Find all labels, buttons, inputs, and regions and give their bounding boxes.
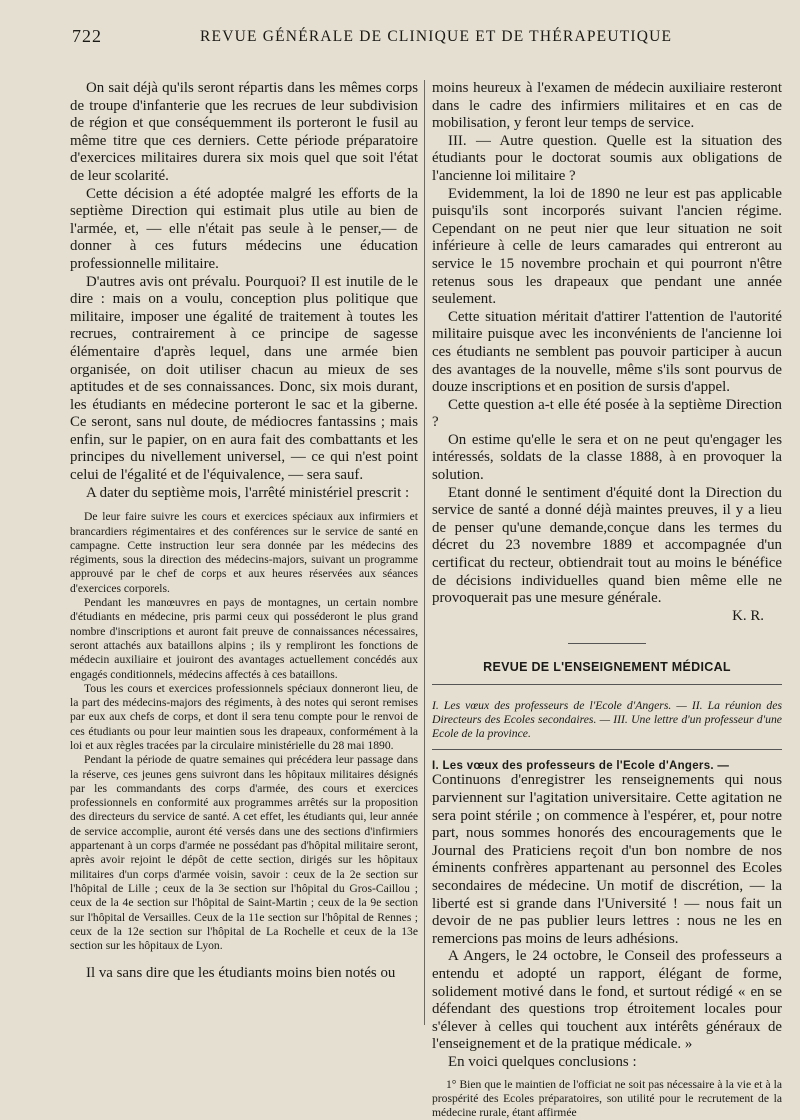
paragraph: Cette décision a été adoptée malgré les efforts de la septième Direction qui estimait plus utile au bien de l'armée, et, — elle n'était pas seule à le penser,— de donner à ces futurs médecins une éducation professionnelle militaire. (70, 186, 418, 274)
quoted-paragraph: Tous les cours et exercices professionnels spéciaux donneront lieu, de la part des médecins-majors des régiments, à des notes qui seront remises par eux aux chefs de corps, et dont il sera tenu compte pour le renvoi de ces étudiants ou pour leur maintien sous les drapeaux, conformément à la loi et aux règles tracées par la circulaire ministérielle du 28 mai 1890. (70, 682, 418, 753)
paragraph: Continuons d'enregistrer les renseignements qui nous parviennent sur l'agitation universitaire. Cette agitation ne sera point stérile ; on commence à l'espérer, et, pour notre part, nous sommes honorés des encouragements que le Journal des Praticiens reçoit d'un bon nombre de nos éminents confrères appartenant au personnel des Ecoles secondaires de médecine. Un motif de discrétion, — la liberté est si grande dans l'Université ! — nous fait un devoir de ne pas publier leurs lettres : nous ne les en remercions pas moins de leurs adhésions. (432, 772, 782, 948)
paragraph: D'autres avis ont prévalu. Pourquoi? Il est inutile de le dire : mais on a voulu, conception plus politique que militaire, imposer une égalité de traitement à toutes les recrues, contrairement à ce principe de sagesse élémentaire d'après lequel, dans une armée bien organisée, on doit utiliser chacun au mieux de ses aptitudes et de ses connaissances. Donc, six mois durant, les étudiants en médecine porteront le sac et la giberne. Ce seront, sans nul doute, de médiocres fantassins ; mais enfin, sur le papier, on en aura fait des combattants et les principes du nivellement universel, — ce qui n'est point celui de l'égalité et de l'équivalence, — sera sauf. (70, 274, 418, 485)
quoted-paragraph: 1° Bien que le maintien de l'officiat ne soit pas nécessaire à la vie et à la prospérité des Ecoles préparatoires, son utilité pour le recrutement de la médecine rurale, étant affirmée (432, 1078, 782, 1120)
sub-heading: I. Les vœux des professeurs de l'Ecole d'Angers. — (432, 760, 782, 772)
section-rule (432, 684, 782, 685)
paragraph: Evidemment, la loi de 1890 ne leur est pas applicable puisqu'ils sont incorporés suivant l'ancien régime. Cependant on ne peut nier que leur situation ne soit inférieure à celle de leurs camarades qui entreront au service le 15 novembre prochain et qui pourront n'être retenus sous les drapeaux que pendant une année seulement. (432, 186, 782, 309)
paragraph: III. — Autre question. Quelle est la situation des étudiants pour le doctorat soumis aux obligations de l'ancienne loi militaire ? (432, 133, 782, 186)
paragraph: moins heureux à l'examen de médecin auxiliaire resteront dans le cadre des infirmiers militaires et en cas de mobilisation, y feront leur temps de service. (432, 80, 782, 133)
section-summary: I. Les vœux des professeurs de l'Ecole d'Angers. — II. La réunion des Directeurs des Ecoles secondaires. — III. Une lettre d'un professeur d'une Ecole de la province. (432, 699, 782, 741)
page-header (70, 24, 760, 50)
quoted-paragraph: Pendant la période de quatre semaines qui précédera leur passage dans la réserve, ces jeunes gens suivront dans les hôpitaux militaires désignés par les commandants des corps d'armée, des cours et exercices professionnels en conformité aux programmes arrêtés sur la proposition des directeurs du service de santé. A cet effet, les étudiants qui, leur année de service accomplie, auront été versés dans une des sections d'infirmiers appartenant à un corps d'armée ne possédant pas d'hôpital militaire seront, après avoir rejoint le dépôt de cette section, dirigés sur les hôpitaux militaires d'un corps d'armée voisin, savoir : ceux de la 2e section sur l'hôpital de Lille ; ceux de la 3e section sur l'hôpital du Gros-Caillou ; ceux de la 4e section sur l'hôpital de Saint-Martin ; ceux de la 9e section sur l'hôpital de Versailles. Ceux de la 11e section sur l'hôpital de Rennes ; ceux de la 12e section sur l'hôpital de La Rochelle et ceux de la 13e section sur les hôpitaux de Lyon. (70, 753, 418, 953)
signature: K. R. (432, 608, 782, 626)
paragraph: Il va sans dire que les étudiants moins bien notés ou (70, 965, 418, 983)
quoted-paragraph: De leur faire suivre les cours et exercices spéciaux aux infirmiers et brancardiers régimentaires et des conférences sur le service de santé en campagne. Cette instruction leur sera donnée par les médecins des régiments, sous la direction des médecins-majors, suivant un programme approuvé par le chef de corps et aux heures réservées aux séances d'exercices corporels. (70, 510, 418, 596)
paragraph: Cette question a-t elle été posée à la septième Direction ? (432, 397, 782, 432)
paragraph: On estime qu'elle le sera et on ne peut qu'engager les intéressés, soldats de la classe 1888, à en provoquer la solution. (432, 432, 782, 485)
left-column (70, 80, 418, 1040)
paragraph: A dater du septième mois, l'arrêté ministériel prescrit : (70, 485, 418, 503)
right-column (432, 80, 782, 1040)
paragraph: Etant donné le sentiment d'équité dont la Direction du service de santé a donné déjà maintes preuves, il y a lieu de penser qu'une demande,conçue dans les termes du décret du 23 novembre 1889 et accompagnée d'un certificat du recteur, obtiendrait tout au moins le bénéfice de décisions individuelles quand bien même elle ne provoquerait pas une mesure générale. (432, 485, 782, 608)
paragraph: En voici quelques conclusions : (432, 1054, 782, 1072)
section-title: REVUE DE L'ENSEIGNEMENT MÉDICAL (432, 660, 782, 674)
paragraph: On sait déjà qu'ils seront répartis dans les mêmes corps de troupe d'infanterie que les recrues de leur subdivision de région et que conséquemment ils porteront le fusil au même titre que ces derniers. Cette période préparatoire d'exercices militaires durera six mois quel que soit l'état de leur scolarité. (70, 80, 418, 186)
page-number: 722 (72, 26, 102, 47)
quoted-paragraph: Pendant les manœuvres en pays de montagnes, un certain nombre d'étudiants en médecine, pris parmi ceux qui posséderont le plus grand nombre d'inscriptions et auront fait preuve de connaissances nécessaires, seront attachés aux bataillons alpins ; ils y rempliront les fonctions de médecin auxiliaire et jouiront des avantages actuellement concédés aux engagés conditionnels, médecins affectés à ces bataillons. (70, 596, 418, 682)
column-divider (424, 80, 425, 1025)
paragraph: A Angers, le 24 octobre, le Conseil des professeurs a entendu et adopté un rapport, élégant de forme, solidement motivé dans le fond, et surtout rédigé « en se défendant des questions trop étroitement locales pour s'élever à celles qui touchent aux intérêts généraux de l'enseignement et de la pratique médicale. » (432, 948, 782, 1054)
running-title: REVUE GÉNÉRALE DE CLINIQUE ET DE THÉRAPEUTIQUE (200, 28, 672, 46)
paragraph: Cette situation méritait d'attirer l'attention de l'autorité militaire puisque avec les inconvénients de l'ancienne loi ces étudiants ne semblent pas pouvoir participer à aucun des avantages de la nouvelle, même s'ils sont pourvus de douze inscriptions et en position de sursis d'appel. (432, 309, 782, 397)
summary-rule (432, 749, 782, 750)
section-separator (568, 643, 646, 644)
